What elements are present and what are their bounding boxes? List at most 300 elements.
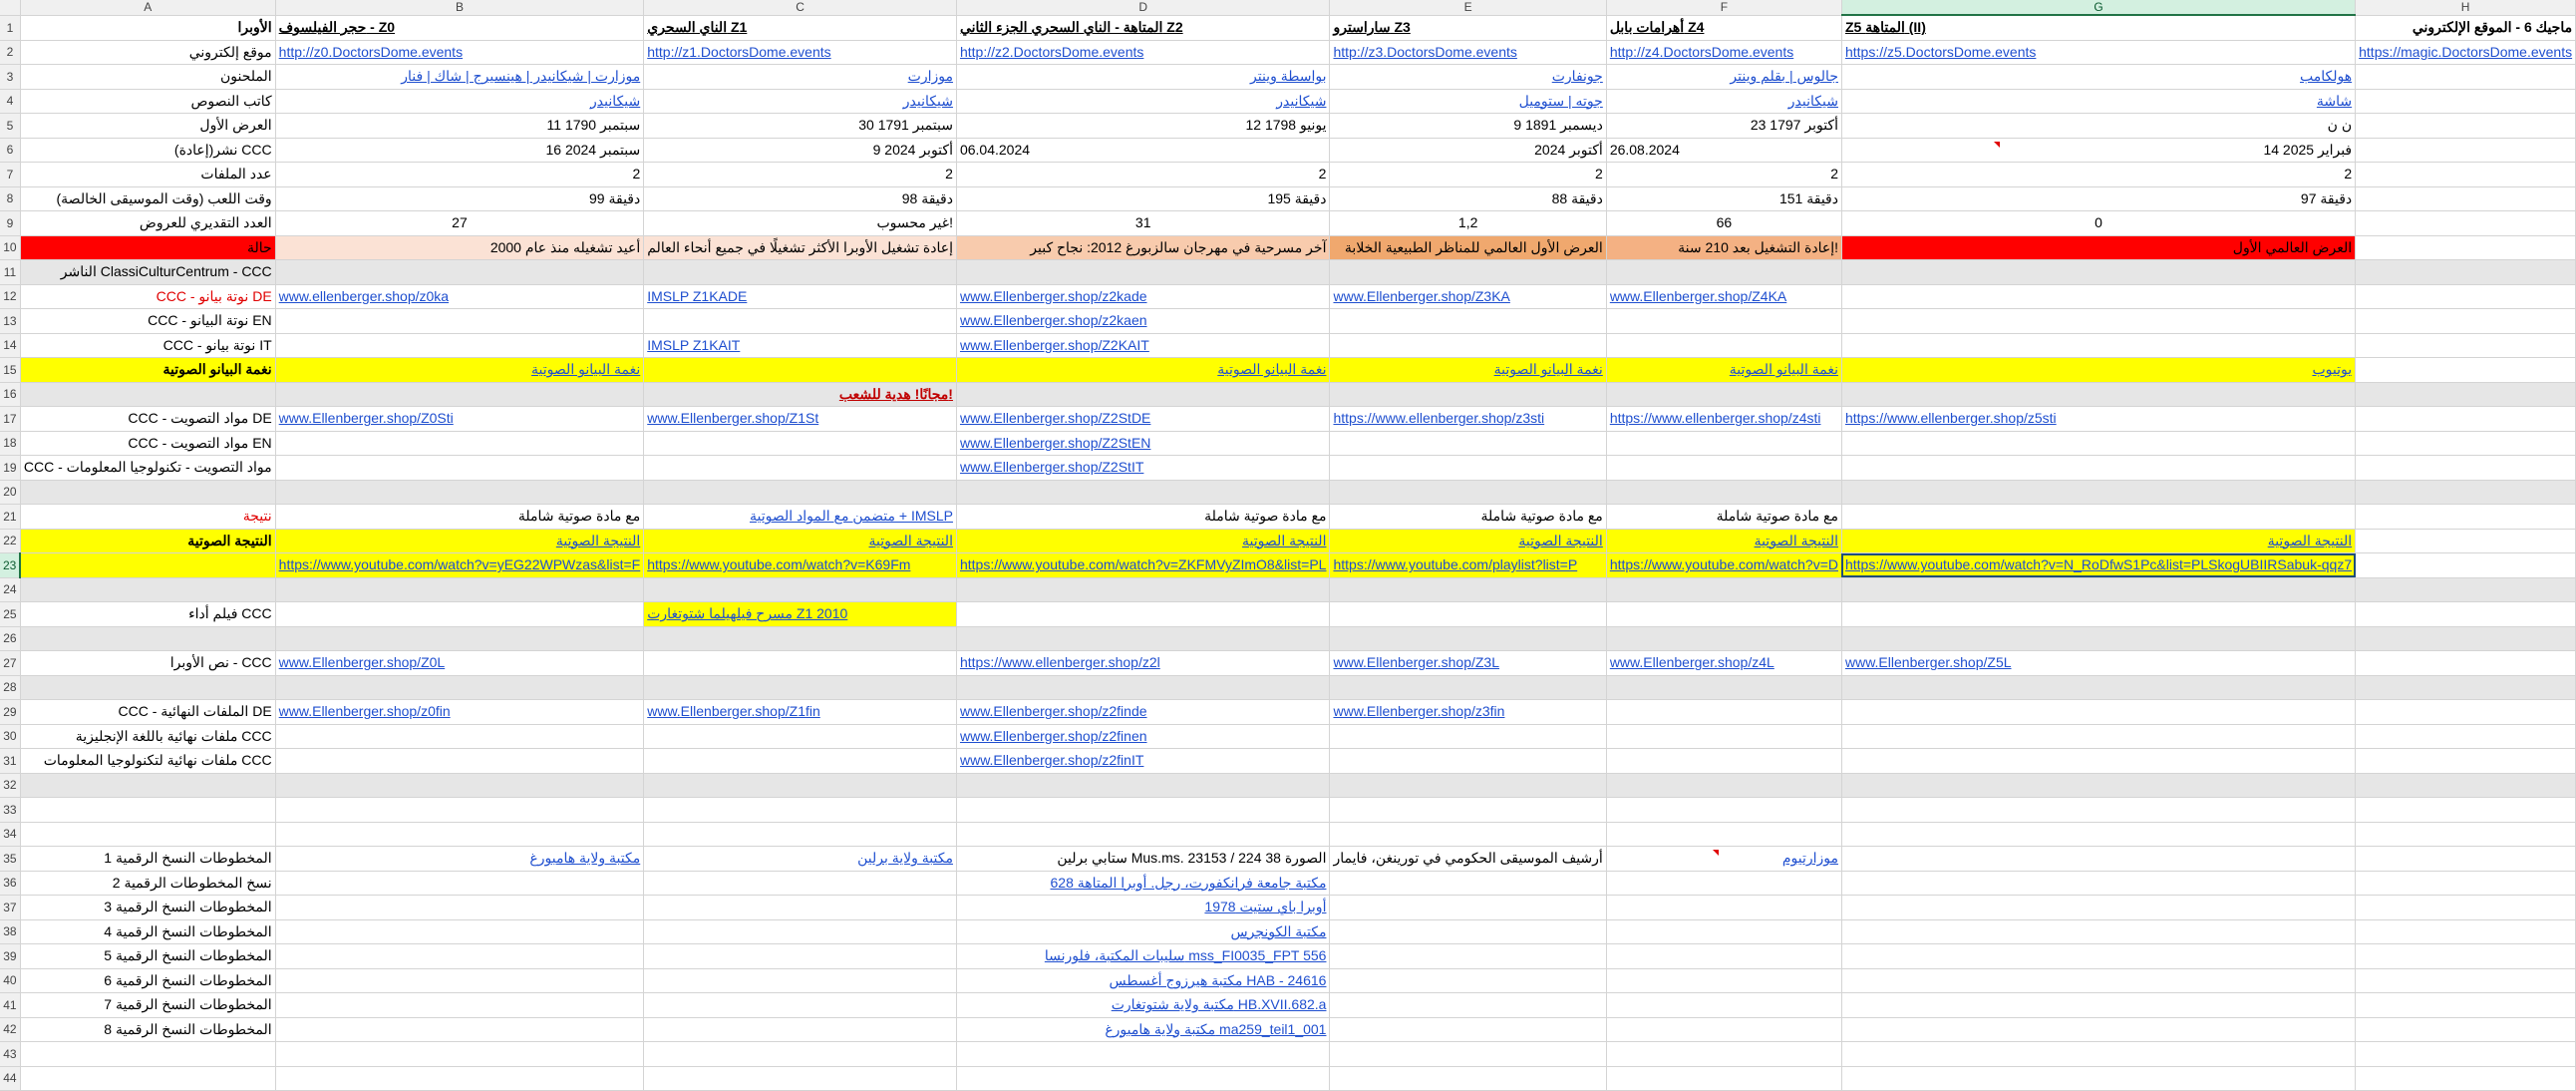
- cell-h16[interactable]: [2356, 382, 2576, 407]
- cell-b18[interactable]: [275, 431, 644, 456]
- cell-h17[interactable]: [2356, 407, 2576, 432]
- cell-c31[interactable]: [644, 749, 957, 774]
- cell-c34[interactable]: [644, 822, 957, 847]
- cell-e5[interactable]: ديسمبر 1891 9: [1330, 114, 1606, 139]
- cell-h30[interactable]: [2356, 724, 2576, 749]
- link-stuttgart-state-library[interactable]: مكتبة ولاية شتوتغارت HB.XVII.682.a: [1111, 996, 1327, 1013]
- row-header[interactable]: 8: [0, 186, 20, 211]
- cell-h36[interactable]: [2356, 871, 2576, 896]
- cell-h25[interactable]: [2356, 602, 2576, 627]
- cell-c11[interactable]: [644, 260, 957, 285]
- cell-d6[interactable]: 06.04.2024: [956, 138, 1330, 163]
- cell-c16[interactable]: مجانًا! هدية للشعب!: [644, 382, 957, 407]
- cell-b39[interactable]: [275, 944, 644, 969]
- link-z2-vocal-de[interactable]: www.Ellenberger.shop/Z2StDE: [959, 410, 1151, 427]
- cell-d25[interactable]: [956, 602, 1330, 627]
- cell-g42[interactable]: [1841, 1017, 2355, 1042]
- cell-b6[interactable]: سبتمبر 2024 16: [275, 138, 644, 163]
- row-header[interactable]: 40: [0, 968, 20, 993]
- cell-c41[interactable]: [644, 993, 957, 1018]
- cell-b1[interactable]: حجر الفيلسوف - Z0: [275, 15, 644, 40]
- cell-h37[interactable]: [2356, 896, 2576, 920]
- row-header[interactable]: 27: [0, 651, 20, 676]
- cell-a3[interactable]: الملحنون: [20, 65, 275, 90]
- cell-h44[interactable]: [2356, 1066, 2576, 1091]
- link-z1-piano-score-de[interactable]: IMSLP Z1KADE: [647, 287, 748, 304]
- link-z4-audio-score[interactable]: النتيجة الصوتية: [1754, 532, 1838, 548]
- cell-g11[interactable]: [1841, 260, 2355, 285]
- cell-d21[interactable]: مع مادة صوتية شاملة: [956, 505, 1330, 530]
- cell-a36[interactable]: نسخ المخطوطات الرقمية 2: [20, 871, 275, 896]
- link-z1-final-files[interactable]: www.Ellenberger.shop/Z1fin: [647, 703, 820, 720]
- cell-f39[interactable]: [1606, 944, 1841, 969]
- column-header-g[interactable]: G: [1841, 0, 2355, 15]
- link-z4-libretto[interactable]: www.Ellenberger.shop/z4L: [1609, 654, 1774, 671]
- cell-c5[interactable]: سبتمبر 1791 30: [644, 114, 957, 139]
- cell-b10[interactable]: أعيد تشغيله منذ عام 2000: [275, 235, 644, 260]
- row-header[interactable]: 12: [0, 284, 20, 309]
- cell-h33[interactable]: [2356, 798, 2576, 823]
- cell-a31[interactable]: ملفات نهائية لتكنولوجيا المعلومات CCC: [20, 749, 275, 774]
- cell-h38[interactable]: [2356, 919, 2576, 944]
- link-z3-piano-score[interactable]: www.Ellenberger.shop/Z3KA: [1333, 287, 1510, 304]
- cell-d16[interactable]: [956, 382, 1330, 407]
- cell-h35[interactable]: [2356, 847, 2576, 872]
- composers-z2[interactable]: بواسطة وينتر: [1250, 68, 1327, 85]
- cell-b41[interactable]: [275, 993, 644, 1018]
- cell-d26[interactable]: [956, 626, 1330, 651]
- link-z5-vocal[interactable]: https://www.ellenberger.shop/z5sti: [1844, 410, 2057, 427]
- cell-a6[interactable]: نشر(إعادة) CCC: [20, 138, 275, 163]
- row-header[interactable]: 38: [0, 919, 20, 944]
- cell-e7[interactable]: 2: [1330, 163, 1606, 187]
- cell-a40[interactable]: المخطوطات النسخ الرقمية 6: [20, 968, 275, 993]
- row-header[interactable]: 1: [0, 15, 20, 40]
- row-header[interactable]: 20: [0, 480, 20, 505]
- cell-e41[interactable]: [1330, 993, 1606, 1018]
- link-z2-final-files-de[interactable]: www.Ellenberger.shop/z2finde: [959, 703, 1147, 720]
- cell-c19[interactable]: [644, 456, 957, 481]
- cell-g34[interactable]: [1841, 822, 2355, 847]
- cell-g20[interactable]: [1841, 480, 2355, 505]
- link-z3-audio-score[interactable]: النتيجة الصوتية: [1518, 532, 1603, 548]
- link-hamburg-state-library[interactable]: مكتبة ولاية هامبورغ: [529, 850, 641, 867]
- cell-g38[interactable]: [1841, 919, 2355, 944]
- cell-g24[interactable]: [1841, 577, 2355, 602]
- composers-z0[interactable]: موزارت | شيكانيدر | هينسيرج | شاك | فنار: [401, 68, 641, 85]
- cell-e32[interactable]: [1330, 773, 1606, 798]
- cell-e33[interactable]: [1330, 798, 1606, 823]
- cell-a41[interactable]: المخطوطات النسخ الرقمية 7: [20, 993, 275, 1018]
- cell-a22[interactable]: النتيجة الصوتية: [20, 529, 275, 553]
- cell-g1[interactable]: Z5 المتاهة (II): [1841, 15, 2355, 40]
- link-z1-youtube[interactable]: https://www.youtube.com/watch?v=K69Fm: [647, 556, 911, 573]
- row-header[interactable]: 7: [0, 163, 20, 187]
- cell-f40[interactable]: [1606, 968, 1841, 993]
- cell-d32[interactable]: [956, 773, 1330, 798]
- cell-h1[interactable]: ماجيك 6 - الموقع الإلكتروني: [2356, 15, 2576, 40]
- cell-b14[interactable]: [275, 333, 644, 358]
- cell-c42[interactable]: [644, 1017, 957, 1042]
- cell-e25[interactable]: [1330, 602, 1606, 627]
- cell-c18[interactable]: [644, 431, 957, 456]
- link-z2-vocal-it[interactable]: www.Ellenberger.shop/Z2StIT: [959, 459, 1144, 476]
- librettist-z0[interactable]: شيكانيدر: [590, 92, 641, 109]
- cell-f20[interactable]: [1606, 480, 1841, 505]
- cell-d1[interactable]: المتاهة - الناي السحري الجزء الثاني Z2: [956, 15, 1330, 40]
- cell-e42[interactable]: [1330, 1017, 1606, 1042]
- link-mozarteum[interactable]: موزارتيوم: [1781, 850, 1838, 867]
- cell-c8[interactable]: 98 دقيقة: [644, 186, 957, 211]
- cell-a2[interactable]: موقع إلكتروني: [20, 40, 275, 65]
- cell-d5[interactable]: يونيو 1798 12: [956, 114, 1330, 139]
- cell-a20[interactable]: [20, 480, 275, 505]
- cell-b20[interactable]: [275, 480, 644, 505]
- cell-h27[interactable]: [2356, 651, 2576, 676]
- cell-c26[interactable]: [644, 626, 957, 651]
- link-z2-final-files-it[interactable]: www.Ellenberger.shop/z2finIT: [959, 752, 1144, 769]
- row-header[interactable]: 25: [0, 602, 20, 627]
- librettist-z1[interactable]: شيكانيدر: [902, 92, 953, 109]
- cell-a37[interactable]: المخطوطات النسخ الرقمية 3: [20, 896, 275, 920]
- cell-a39[interactable]: المخطوطات النسخ الرقمية 5: [20, 944, 275, 969]
- row-header[interactable]: 32: [0, 773, 20, 798]
- link-z0-audio-score[interactable]: النتيجة الصوتية: [555, 532, 641, 548]
- cell-f43[interactable]: [1606, 1042, 1841, 1067]
- librettist-z3[interactable]: جوته | ستوميل: [1518, 92, 1603, 109]
- link-z0-vocal[interactable]: www.Ellenberger.shop/Z0Sti: [278, 410, 454, 427]
- row-header[interactable]: 23: [0, 553, 20, 578]
- cell-a9[interactable]: العدد التقديري للعروض: [20, 211, 275, 236]
- link-z0-youtube[interactable]: https://www.youtube.com/watch?v=yEG22WPWzas&list=F: [278, 556, 641, 573]
- composers-z1[interactable]: موزارت: [907, 68, 953, 85]
- row-header[interactable]: 17: [0, 407, 20, 432]
- link-z0-libretto[interactable]: www.Ellenberger.shop/Z0L: [278, 654, 446, 671]
- link-z0-piano-audio[interactable]: نغمة البيانو الصوتية: [531, 361, 641, 378]
- row-header[interactable]: 13: [0, 309, 20, 334]
- row-header[interactable]: 3: [0, 65, 20, 90]
- cell-b33[interactable]: [275, 798, 644, 823]
- row-header[interactable]: 6: [0, 138, 20, 163]
- select-all-corner[interactable]: [0, 0, 20, 15]
- cell-h31[interactable]: [2356, 749, 2576, 774]
- cell-a28[interactable]: [20, 675, 275, 700]
- link-z4-youtube[interactable]: https://www.youtube.com/watch?v=D: [1609, 556, 1838, 573]
- link-z3-website[interactable]: http://z3.DoctorsDome.events: [1333, 43, 1517, 60]
- cell-c9[interactable]: غير محسوب!: [644, 211, 957, 236]
- cell-b11[interactable]: [275, 260, 644, 285]
- link-herzog-august-library[interactable]: مكتبة هيرزوج أغسطس HAB - 24616: [1109, 971, 1327, 988]
- cell-e19[interactable]: [1330, 456, 1606, 481]
- cell-e35[interactable]: أرشيف الموسيقى الحكومي في تورينغن، فايمار: [1330, 847, 1606, 872]
- cell-c30[interactable]: [644, 724, 957, 749]
- cell-h34[interactable]: [2356, 822, 2576, 847]
- row-header[interactable]: 36: [0, 871, 20, 896]
- link-z2-libretto[interactable]: https://www.ellenberger.shop/z2l: [959, 654, 1160, 671]
- cell-f19[interactable]: [1606, 456, 1841, 481]
- link-z5-libretto[interactable]: www.Ellenberger.shop/Z5L: [1844, 654, 2012, 671]
- row-header[interactable]: 22: [0, 529, 20, 553]
- cell-f31[interactable]: [1606, 749, 1841, 774]
- link-z4-vocal[interactable]: https://www.ellenberger.shop/z4sti: [1609, 410, 1821, 427]
- cell-h15[interactable]: [2356, 358, 2576, 383]
- cell-f33[interactable]: [1606, 798, 1841, 823]
- link-z2-vocal-en[interactable]: www.Ellenberger.shop/Z2StEN: [959, 434, 1151, 451]
- cell-g35[interactable]: [1841, 847, 2355, 872]
- row-header[interactable]: 44: [0, 1066, 20, 1091]
- cell-g29[interactable]: [1841, 700, 2355, 725]
- cell-e10[interactable]: العرض الأول العالمي للمناظر الطبيعية الخلابة: [1330, 235, 1606, 260]
- cell-h39[interactable]: [2356, 944, 2576, 969]
- cell-a38[interactable]: المخطوطات النسخ الرقمية 4: [20, 919, 275, 944]
- cell-c28[interactable]: [644, 675, 957, 700]
- row-header[interactable]: 5: [0, 114, 20, 139]
- cell-a16[interactable]: [20, 382, 275, 407]
- row-header[interactable]: 2: [0, 40, 20, 65]
- link-z4-website[interactable]: http://z4.DoctorsDome.events: [1609, 43, 1794, 60]
- cell-e31[interactable]: [1330, 749, 1606, 774]
- cell-h4[interactable]: [2356, 89, 2576, 114]
- cell-a21[interactable]: نتيجة: [20, 505, 275, 530]
- row-header[interactable]: 19: [0, 456, 20, 481]
- cell-c27[interactable]: [644, 651, 957, 676]
- link-library-of-congress[interactable]: مكتبة الكونجرس: [1230, 922, 1327, 939]
- cell-g13[interactable]: [1841, 309, 2355, 334]
- cell-b30[interactable]: [275, 724, 644, 749]
- link-frankfurt-library[interactable]: مكتبة جامعة فرانكفورت، رجل. أوبرا المتاهة 628: [1050, 874, 1327, 891]
- cell-b31[interactable]: [275, 749, 644, 774]
- cell-e16[interactable]: [1330, 382, 1606, 407]
- composers-z5[interactable]: هولكامب: [2300, 68, 2353, 85]
- cell-g26[interactable]: [1841, 626, 2355, 651]
- cell-e11[interactable]: [1330, 260, 1606, 285]
- cell-d10[interactable]: آخر مسرحية في مهرجان سالزبورغ 2012: نجاح كبير: [956, 235, 1330, 260]
- link-z1-performance-film[interactable]: مسرح فيلهيلما شتوتغارت Z1 2010: [647, 605, 848, 622]
- link-z1-vocal[interactable]: www.Ellenberger.shop/Z1St: [647, 410, 819, 427]
- cell-c36[interactable]: [644, 871, 957, 896]
- cell-c15[interactable]: [644, 358, 957, 383]
- cell-h10[interactable]: [2356, 235, 2576, 260]
- link-z2-piano-score-en[interactable]: www.Ellenberger.shop/z2kaen: [959, 312, 1147, 329]
- active-cell-g23[interactable]: [1841, 553, 2355, 578]
- row-header[interactable]: 24: [0, 577, 20, 602]
- cell-f7[interactable]: 2: [1606, 163, 1841, 187]
- cell-h11[interactable]: [2356, 260, 2576, 285]
- cell-d7[interactable]: 2: [956, 163, 1330, 187]
- row-header[interactable]: 33: [0, 798, 20, 823]
- cell-d24[interactable]: [956, 577, 1330, 602]
- cell-h24[interactable]: [2356, 577, 2576, 602]
- link-z1-website[interactable]: http://z1.DoctorsDome.events: [647, 43, 831, 60]
- link-z0-website[interactable]: http://z0.DoctorsDome.events: [278, 43, 464, 60]
- link-z0-piano-score[interactable]: www.ellenberger.shop/z0ka: [278, 287, 450, 304]
- cell-e1[interactable]: ساراسترو Z3: [1330, 15, 1606, 40]
- cell-h20[interactable]: [2356, 480, 2576, 505]
- cell-h8[interactable]: [2356, 186, 2576, 211]
- cell-h28[interactable]: [2356, 675, 2576, 700]
- cell-c20[interactable]: [644, 480, 957, 505]
- row-header[interactable]: 26: [0, 626, 20, 651]
- cell-f13[interactable]: [1606, 309, 1841, 334]
- cell-g19[interactable]: [1841, 456, 2355, 481]
- cell-c13[interactable]: [644, 309, 957, 334]
- column-header-d[interactable]: D: [956, 0, 1330, 15]
- cell-h13[interactable]: [2356, 309, 2576, 334]
- cell-d43[interactable]: [956, 1042, 1330, 1067]
- link-z4-piano-score[interactable]: www.Ellenberger.shop/Z4KA: [1609, 287, 1787, 304]
- link-z2-website[interactable]: http://z2.DoctorsDome.events: [959, 43, 1144, 60]
- link-z3-piano-audio[interactable]: نغمة البيانو الصوتية: [1493, 361, 1603, 378]
- cell-f42[interactable]: [1606, 1017, 1841, 1042]
- cell-b5[interactable]: سبتمبر 1790 11: [275, 114, 644, 139]
- cell-e26[interactable]: [1330, 626, 1606, 651]
- cell-f38[interactable]: [1606, 919, 1841, 944]
- cell-e38[interactable]: [1330, 919, 1606, 944]
- cell-a44[interactable]: [20, 1066, 275, 1091]
- cell-c1[interactable]: الناي السحري Z1: [644, 15, 957, 40]
- row-header[interactable]: 15: [0, 358, 20, 383]
- row-header[interactable]: 16: [0, 382, 20, 407]
- link-z3-final-files[interactable]: www.Ellenberger.shop/z3fin: [1333, 703, 1505, 720]
- cell-f28[interactable]: [1606, 675, 1841, 700]
- row-header[interactable]: 21: [0, 505, 20, 530]
- row-header[interactable]: 14: [0, 333, 20, 358]
- cell-g10[interactable]: العرض العالمي الأول: [1841, 235, 2355, 260]
- cell-e9[interactable]: 1,2: [1330, 211, 1606, 236]
- cell-f37[interactable]: [1606, 896, 1841, 920]
- cell-a4[interactable]: كاتب النصوص: [20, 89, 275, 114]
- cell-c38[interactable]: [644, 919, 957, 944]
- cell-b21[interactable]: مع مادة صوتية شاملة: [275, 505, 644, 530]
- link-z4-piano-audio[interactable]: نغمة البيانو الصوتية: [1729, 361, 1838, 378]
- cell-b13[interactable]: [275, 309, 644, 334]
- link-z2-audio-score[interactable]: النتيجة الصوتية: [1242, 532, 1327, 548]
- cell-b25[interactable]: [275, 602, 644, 627]
- cell-e28[interactable]: [1330, 675, 1606, 700]
- cell-g40[interactable]: [1841, 968, 2355, 993]
- cell-c39[interactable]: [644, 944, 957, 969]
- cell-c6[interactable]: أكتوبر 2024 9: [644, 138, 957, 163]
- cell-g33[interactable]: [1841, 798, 2355, 823]
- link-z3-vocal[interactable]: https://www.ellenberger.shop/z3sti: [1333, 410, 1545, 427]
- cell-a19[interactable]: CCC - مواد التصويت - تكنولوجيا المعلومات: [20, 456, 275, 481]
- cell-e24[interactable]: [1330, 577, 1606, 602]
- cell-g41[interactable]: [1841, 993, 2355, 1018]
- cell-f30[interactable]: [1606, 724, 1841, 749]
- link-z5-website[interactable]: https://z5.DoctorsDome.events: [1844, 43, 2037, 60]
- cell-f32[interactable]: [1606, 773, 1841, 798]
- link-hamburg-state-library-ma259[interactable]: مكتبة ولاية هامبورغ ma259_teil1_001: [1105, 1020, 1327, 1037]
- cell-f41[interactable]: [1606, 993, 1841, 1018]
- cell-f5[interactable]: أكتوبر 1797 23: [1606, 114, 1841, 139]
- cell-a1[interactable]: الأوبرا: [20, 15, 275, 40]
- cell-h22[interactable]: [2356, 529, 2576, 553]
- link-z5-youtube-playlist[interactable]: https://www.youtube.com/watch?v=N_RoDfwS1Pc&list=PLSkogUBIIRSabuk-qqz7: [1844, 556, 2353, 573]
- cell-a13[interactable]: CCC - نوتة البيانو EN: [20, 309, 275, 334]
- cell-f25[interactable]: [1606, 602, 1841, 627]
- cell-b26[interactable]: [275, 626, 644, 651]
- link-z5-audio-score[interactable]: النتيجة الصوتية: [2267, 532, 2353, 548]
- link-berlin-state-library[interactable]: مكتبة ولاية برلين: [857, 850, 953, 867]
- link-z0-final-files[interactable]: www.Ellenberger.shop/z0fin: [278, 703, 451, 720]
- cell-b44[interactable]: [275, 1066, 644, 1091]
- cell-a8[interactable]: وقت اللعب (وقت الموسيقى الخالصة): [20, 186, 275, 211]
- cell-d8[interactable]: 195 دقيقة: [956, 186, 1330, 211]
- cell-b36[interactable]: [275, 871, 644, 896]
- cell-a5[interactable]: العرض الأول: [20, 114, 275, 139]
- cell-g31[interactable]: [1841, 749, 2355, 774]
- cell-h21[interactable]: [2356, 505, 2576, 530]
- cell-e8[interactable]: 88 دقيقة: [1330, 186, 1606, 211]
- cell-f8[interactable]: 151 دقيقة: [1606, 186, 1841, 211]
- cell-f1[interactable]: أهرامات بابل Z4: [1606, 15, 1841, 40]
- cell-g12[interactable]: [1841, 284, 2355, 309]
- link-z2-piano-audio[interactable]: نغمة البيانو الصوتية: [1217, 361, 1327, 378]
- librettist-z4[interactable]: شيكانيدر: [1787, 92, 1838, 109]
- link-z2-youtube[interactable]: https://www.youtube.com/watch?v=ZKFMVyZImO8&list=PL: [959, 556, 1327, 573]
- cell-h29[interactable]: [2356, 700, 2576, 725]
- row-header[interactable]: 34: [0, 822, 20, 847]
- cell-g32[interactable]: [1841, 773, 2355, 798]
- cell-e14[interactable]: [1330, 333, 1606, 358]
- cell-e21[interactable]: مع مادة صوتية شاملة: [1330, 505, 1606, 530]
- link-z3-youtube[interactable]: https://www.youtube.com/playlist?list=P: [1333, 556, 1578, 573]
- cell-a17[interactable]: CCC - مواد التصويت DE: [20, 407, 275, 432]
- link-magic-website[interactable]: https://magic.DoctorsDome.events: [2359, 43, 2573, 60]
- row-header[interactable]: 29: [0, 700, 20, 725]
- cell-a14[interactable]: CCC - نوتة بيانو IT: [20, 333, 275, 358]
- cell-h40[interactable]: [2356, 968, 2576, 993]
- column-header-f[interactable]: F: [1606, 0, 1841, 15]
- cell-f10[interactable]: إعادة التشغيل بعد 210 سنة!: [1606, 235, 1841, 260]
- cell-g21[interactable]: [1841, 505, 2355, 530]
- cell-e34[interactable]: [1330, 822, 1606, 847]
- cell-f14[interactable]: [1606, 333, 1841, 358]
- row-header[interactable]: 10: [0, 235, 20, 260]
- cell-h42[interactable]: [2356, 1017, 2576, 1042]
- cell-f29[interactable]: [1606, 700, 1841, 725]
- cell-b9[interactable]: 27: [275, 211, 644, 236]
- cell-c44[interactable]: [644, 1066, 957, 1091]
- cell-g9[interactable]: 0: [1841, 211, 2355, 236]
- cell-g36[interactable]: [1841, 871, 2355, 896]
- cell-a15[interactable]: نغمة البيانو الصوتية: [20, 358, 275, 383]
- cell-f24[interactable]: [1606, 577, 1841, 602]
- cell-b7[interactable]: 2: [275, 163, 644, 187]
- cell-c7[interactable]: 2: [644, 163, 957, 187]
- cell-c10[interactable]: إعادة تشغيل الأوبرا الأكثر تشغيلًا في جميع أنحاء العالم: [644, 235, 957, 260]
- column-header-e[interactable]: E: [1330, 0, 1606, 15]
- cell-g37[interactable]: [1841, 896, 2355, 920]
- cell-h5[interactable]: [2356, 114, 2576, 139]
- cell-d33[interactable]: [956, 798, 1330, 823]
- cell-d9[interactable]: 31: [956, 211, 1330, 236]
- cell-d34[interactable]: [956, 822, 1330, 847]
- cell-h14[interactable]: [2356, 333, 2576, 358]
- row-header[interactable]: 42: [0, 1017, 20, 1042]
- row-header[interactable]: 37: [0, 896, 20, 920]
- cell-e37[interactable]: [1330, 896, 1606, 920]
- cell-b42[interactable]: [275, 1017, 644, 1042]
- cell-b19[interactable]: [275, 456, 644, 481]
- cell-a24[interactable]: [20, 577, 275, 602]
- cell-b8[interactable]: 99 دقيقة: [275, 186, 644, 211]
- cell-g16[interactable]: [1841, 382, 2355, 407]
- link-z1-piano-score-it[interactable]: IMSLP Z1KAIT: [647, 336, 741, 353]
- cell-h18[interactable]: [2356, 431, 2576, 456]
- row-header[interactable]: 28: [0, 675, 20, 700]
- cell-a42[interactable]: المخطوطات النسخ الرقمية 8: [20, 1017, 275, 1042]
